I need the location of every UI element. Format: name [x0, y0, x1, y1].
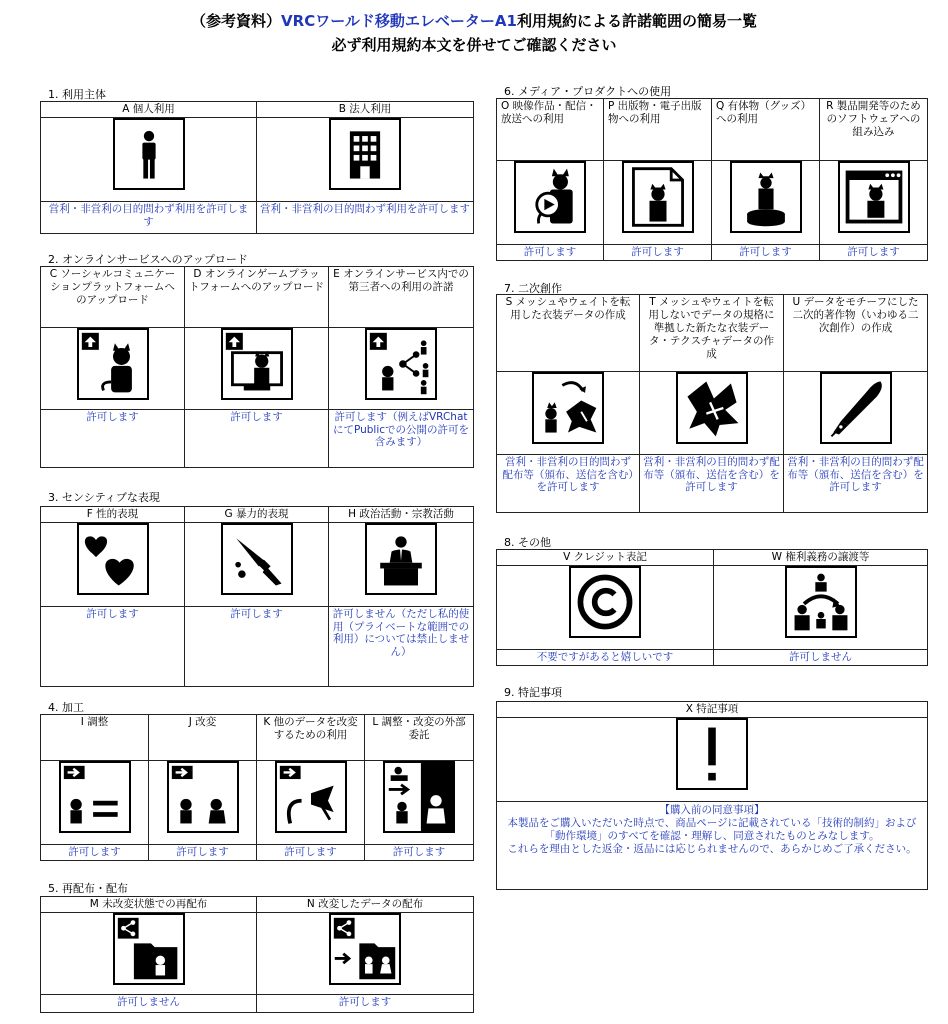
section-7-table: [496, 294, 928, 513]
item-m-label: M 未改変状態での再配布: [41, 897, 257, 913]
upload-game-icon: [221, 328, 293, 400]
item-f-label: F 性的表現: [41, 507, 185, 523]
item-l-permission: 許可します: [365, 845, 474, 861]
item-g-permission: 許可します: [185, 607, 329, 687]
rights-transfer-icon: [785, 566, 857, 638]
copyright-icon: [569, 566, 641, 638]
costume-convert-icon: [532, 372, 604, 444]
page-subtitle: 必ず利用規約本文を併せてご確認ください: [331, 36, 617, 54]
item-s-label: S メッシュやウェイトを転用した衣装データの作成: [497, 295, 640, 372]
pen-icon: [820, 372, 892, 444]
figure-goods-icon: [730, 161, 802, 233]
video-icon: [514, 161, 586, 233]
person-icon: [113, 118, 185, 190]
section-6-heading: 6. メディア・プロダクトへの使用: [504, 85, 672, 98]
distribute-modified-icon: [329, 913, 401, 985]
item-a-label: A 個人利用: [41, 102, 257, 118]
item-o-permission: 許可します: [497, 245, 604, 261]
section-4-heading: 4. 加工: [48, 701, 84, 714]
item-e-permission: 許可します（例えばVRChatにてPublicでの公開の許可を含みます）: [329, 410, 474, 468]
item-s-permission: 営利・非営利の目的問わず配布等（頒布、送信を含む）を許可します: [497, 455, 640, 513]
item-x-label: X 特記事項: [497, 702, 928, 718]
item-p-label: P 出版物・電子出版物への利用: [604, 99, 712, 161]
item-k-permission: 許可します: [257, 845, 365, 861]
item-r-label: R 製品開発等のためのソフトウェアへの組み込み: [820, 99, 928, 161]
item-o-label: O 映像作品・配信・放送への利用: [497, 99, 604, 161]
item-m-permission: 許可しません: [41, 995, 257, 1013]
item-v-label: V クレジット表記: [497, 550, 714, 566]
outsourcing-icon: [383, 761, 455, 833]
item-w-label: W 権利義務の譲渡等: [714, 550, 928, 566]
section-2-heading: 2. オンラインサービスへのアップロード: [48, 253, 248, 266]
item-p-permission: 許可します: [604, 245, 712, 261]
modify-icon: [167, 761, 239, 833]
redistribute-icon: [113, 913, 185, 985]
section-3-table: [40, 506, 474, 687]
notice-title: 【購入前の同意事項】: [659, 804, 765, 816]
modify-other-data-icon: [275, 761, 347, 833]
item-c-label: C ソーシャルコミュニケーションプラットフォームへのアップロード: [41, 267, 185, 328]
item-v-permission: 不要ですがあると嬉しいです: [497, 650, 714, 666]
item-n-permission: 許可します: [257, 995, 474, 1013]
section-7-heading: 7. 二次創作: [504, 282, 562, 295]
knife-icon: [221, 523, 293, 595]
publication-icon: [622, 161, 694, 233]
item-j-permission: 許可します: [149, 845, 257, 861]
item-d-label: D オンラインゲームプラットフォームへのアップロード: [185, 267, 329, 328]
costume-new-icon: [676, 372, 748, 444]
share-third-party-icon: [365, 328, 437, 400]
software-window-icon: [838, 161, 910, 233]
item-u-permission: 営利・非営利の目的問わず配布等（頒布、送信を含む）を許可します: [784, 455, 928, 513]
section-9-table: [496, 701, 928, 890]
item-h-permission: 許可しません（ただし私的使用（プライベートな範囲での利用）については禁止しません）: [329, 607, 474, 687]
item-l-label: L 調整・改変の外部委託: [365, 715, 474, 761]
building-icon: [329, 118, 401, 190]
item-a-permission: 営利・非営利の目的問わず利用を許可します: [41, 202, 257, 234]
section-5-table: [40, 896, 474, 1013]
item-k-label: K 他のデータを改変するための利用: [257, 715, 365, 761]
item-w-permission: 許可しません: [714, 650, 928, 666]
section-8-heading: 8. その他: [504, 536, 551, 549]
item-b-label: B 法人利用: [257, 102, 474, 118]
item-q-permission: 許可します: [712, 245, 820, 261]
section-3-heading: 3. センシティブな表現: [48, 491, 160, 504]
item-h-label: H 政治活動・宗教活動: [329, 507, 474, 523]
section-5-heading: 5. 再配布・配布: [48, 882, 128, 895]
section-2-table: [40, 266, 474, 468]
item-r-permission: 許可します: [820, 245, 928, 261]
notice-box: [497, 802, 928, 890]
item-e-label: E オンラインサービス内での第三者への利用の許諾: [329, 267, 474, 328]
item-n-label: N 改変したデータの配布: [257, 897, 474, 913]
item-t-permission: 営利・非営利の目的問わず配布等（頒布、送信を含む）を許可します: [640, 455, 784, 513]
section-4-table: [40, 714, 474, 861]
notice-body-1: 本製品をご購入いただいた時点で、商品ページに記載されている「技術的制約」および「動作環境」のすべてを確認・理解し、同意されたものとみなします。: [507, 817, 917, 842]
item-t-label: T メッシュやウェイトを転用しないでデータの規格に準拠した新たな衣装データ・テクスチャデータの作成: [640, 295, 784, 372]
item-c-permission: 許可します: [41, 410, 185, 468]
item-b-permission: 営利・非営利の目的問わず利用を許可します: [257, 202, 474, 234]
item-d-permission: 許可します: [185, 410, 329, 468]
item-j-label: J 改変: [149, 715, 257, 761]
upload-avatar-icon: [77, 328, 149, 400]
item-u-label: U データをモチーフにした二次的著作物（いわゆる二次創作）の作成: [784, 295, 928, 372]
page-title: （参考資料）VRCワールド移動エレベーターA1利用規約による許諾範囲の簡易一覧: [191, 12, 757, 30]
item-f-permission: 許可します: [41, 607, 185, 687]
item-g-label: G 暴力的表現: [185, 507, 329, 523]
section-8-table: [496, 549, 928, 666]
item-i-permission: 許可します: [41, 845, 149, 861]
item-q-label: Q 有体物（グッズ）への利用: [712, 99, 820, 161]
item-i-label: I 調整: [41, 715, 149, 761]
hearts-icon: [77, 523, 149, 595]
section-1-table: [40, 101, 474, 234]
exclamation-icon: [676, 718, 748, 790]
notice-body-2: これらを理由とした返金・返品には応じられませんので、あらかじめご了承ください。: [507, 843, 917, 855]
section-6-table: [496, 98, 928, 261]
podium-speaker-icon: [365, 523, 437, 595]
section-9-heading: 9. 特記事項: [504, 686, 562, 699]
adjust-icon: [59, 761, 131, 833]
section-1-heading: 1. 利用主体: [48, 88, 106, 101]
